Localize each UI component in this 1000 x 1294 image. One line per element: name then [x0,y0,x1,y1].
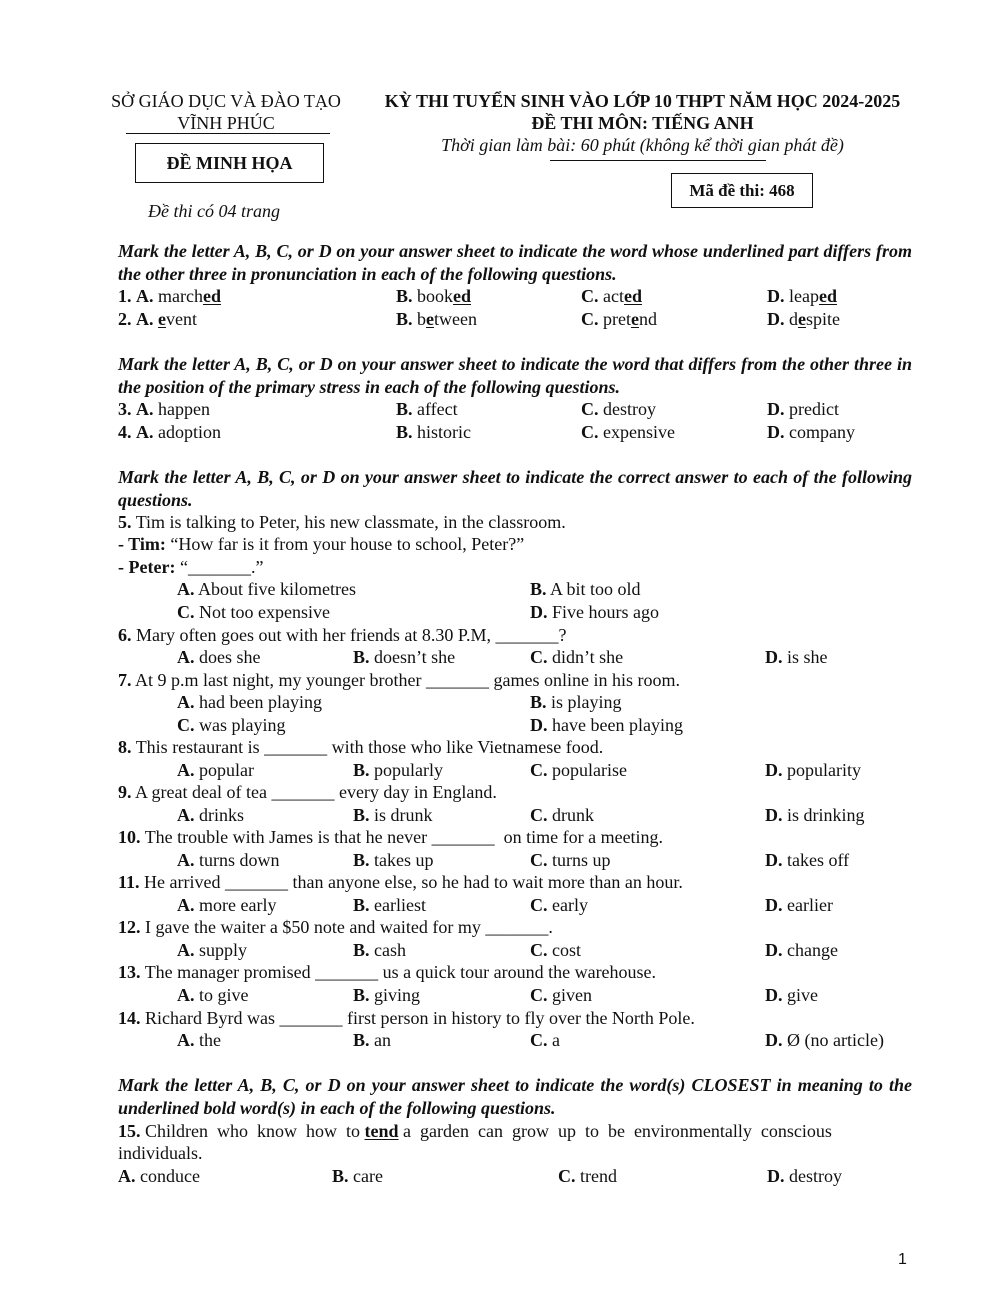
q10-option-c: C. turns up [530,850,611,870]
q8-option-b: B. popularly [353,760,444,780]
question-1: 1. A. marched [118,286,221,306]
q12-option-a: A. supply [177,940,248,960]
q11-option-b: B. earliest [353,895,426,915]
instruction-correct: Mark the letter A, B, C, or D on your answer sheet to indicate the correct answer to each of the following questions. [118,467,912,510]
q5-tim-line: - Tim: “How far is it from your house to school, Peter?” [118,534,525,554]
title-underline [550,160,766,161]
q14-option-a: A. the [177,1030,221,1050]
question-4: 4. A. adoption [118,422,221,442]
pages-note: Đề thi có 04 trang [148,201,280,221]
q2-option-c: C. pretend [581,309,657,329]
q13-option-c: C. given [530,985,592,1005]
question-10-stem: 10. The trouble with James is that he never _______ on time for a meeting. [118,827,664,847]
q5-option-b: B. A bit too old [530,579,641,599]
instruction-pronunciation: Mark the letter A, B, C, or D on your answer sheet to indicate the word whose underlined part differs from the other three in pronunciation in each of the following questions. [118,241,912,284]
exam-code-box [671,173,813,208]
q6-option-c: C. didn’t she [530,647,624,667]
question-11-stem: 11. He arrived _______ than anyone else, so he had to wait more than an hour. [118,872,683,892]
q10-option-d: D. takes off [765,850,850,870]
q8-option-a: A. popular [177,760,254,780]
exam-type-box [135,143,324,183]
q2-option-b: B. between [396,309,477,329]
q4-option-c: C. expensive [581,422,675,442]
q2-option-d: D. despite [767,309,840,329]
q15-option-a: A. conduce [118,1166,200,1186]
question-9-stem: 9. A great deal of tea _______ every day in England. [118,782,497,802]
q15-option-b: B. care [332,1166,383,1186]
question-12-stem: 12. I gave the waiter a $50 note and waited for my _______. [118,917,553,937]
q15-key-word: tend [364,1121,399,1141]
title-line2: ĐỀ THI MÔN: TIẾNG ANH [531,113,754,133]
q9-option-d: D. is drinking [765,805,865,825]
issuer-line2: VĨNH PHÚC [177,113,275,133]
q11-option-d: D. earlier [765,895,833,915]
q1-option-c: C. acted [581,286,642,306]
exam-code: Mã đề thi: 468 [689,180,795,200]
q15-option-c: C. trend [558,1166,617,1186]
q6-option-d: D. is she [765,647,828,667]
question-14-stem: 14. Richard Byrd was _______ first person in history to fly over the North Pole. [118,1008,695,1028]
q5-option-c: C. Not too expensive [177,602,330,622]
q6-option-a: A. does she [177,647,261,667]
instruction-stress: Mark the letter A, B, C, or D on your answer sheet to indicate the word that differs from the other three in the position of the primary stress in each of the following questions. [118,354,912,397]
q3-option-d: D. predict [767,399,839,419]
q1-option-d: D. leaped [767,286,837,306]
issuer-block [104,90,348,134]
q14-option-c: C. a [530,1030,560,1050]
q12-option-c: C. cost [530,940,581,960]
q4-option-d: D. company [767,422,855,442]
title-block [360,90,925,156]
q13-option-d: D. give [765,985,818,1005]
q9-option-c: C. drunk [530,805,594,825]
q12-option-d: D. change [765,940,838,960]
q14-option-d: D. Ø (no article) [765,1030,884,1050]
q4-option-b: B. historic [396,422,472,442]
q5-option-a: A. About five kilometres [177,579,356,599]
q14-option-b: B. an [353,1030,392,1050]
q7-option-b: B. is playing [530,692,622,712]
q6-option-b: B. doesn’t she [353,647,456,667]
exam-type: ĐỀ MINH HỌA [166,152,293,173]
q15-stem-line2: individuals. [118,1143,203,1163]
question-3: 3. A. happen [118,399,210,419]
issuer-line1: SỞ GIÁO DỤC VÀ ĐÀO TẠO [111,91,341,111]
q8-option-d: D. popularity [765,760,861,780]
q8-option-c: C. popularise [530,760,627,780]
q5-option-d: D. Five hours ago [530,602,659,622]
q3-option-c: C. destroy [581,399,656,419]
q11-option-a: A. more early [177,895,277,915]
q10-option-a: A. turns down [177,850,280,870]
q13-option-a: A. to give [177,985,249,1005]
question-13-stem: 13. The manager promised _______ us a quick tour around the warehouse. [118,962,657,982]
question-5-stem: 5. Tim is talking to Peter, his new classmate, in the classroom. [118,512,566,532]
page-number: 1 [898,1251,907,1268]
q3-option-b: B. affect [396,399,458,419]
q12-option-b: B. cash [353,940,406,960]
q7-option-c: C. was playing [177,715,286,735]
q11-option-c: C. early [530,895,588,915]
question-6-stem: 6. Mary often goes out with her friends at 8.30 P.M, _______? [118,625,567,645]
question-8-stem: 8. This restaurant is _______ with those who like Vietnamese food. [118,737,604,757]
q7-option-d: D. have been playing [530,715,683,735]
q5-peter-line: - Peter: “_______.” [118,557,264,577]
q1-option-b: B. booked [396,286,472,306]
title-line1: KỲ THI TUYỂN SINH VÀO LỚP 10 THPT NĂM HỌC 2024-2025 [384,91,901,111]
q9-option-b: B. is drunk [353,805,433,825]
q10-option-b: B. takes up [353,850,434,870]
question-7-stem: 7. At 9 p.m last night, my younger brother _______ games online in his room. [118,670,680,690]
time-note: Thời gian làm bài: 60 phút (không kể thời gian phát đề) [441,135,844,155]
q7-option-a: A. had been playing [177,692,322,712]
q15-option-d: D. destroy [767,1166,842,1186]
q13-option-b: B. giving [353,985,421,1005]
question-15-stem: 15. Children who know how to tend a garden can grow up to be environmentally conscious [118,1121,832,1141]
issuer-underline [126,133,330,134]
q9-option-a: A. drinks [177,805,244,825]
instruction-closest: Mark the letter A, B, C, or D on your answer sheet to indicate the word(s) CLOSEST in meaning to the underlined bold word(s) in each of the following questions. [118,1075,912,1118]
question-2: 2. A. event [118,309,197,329]
